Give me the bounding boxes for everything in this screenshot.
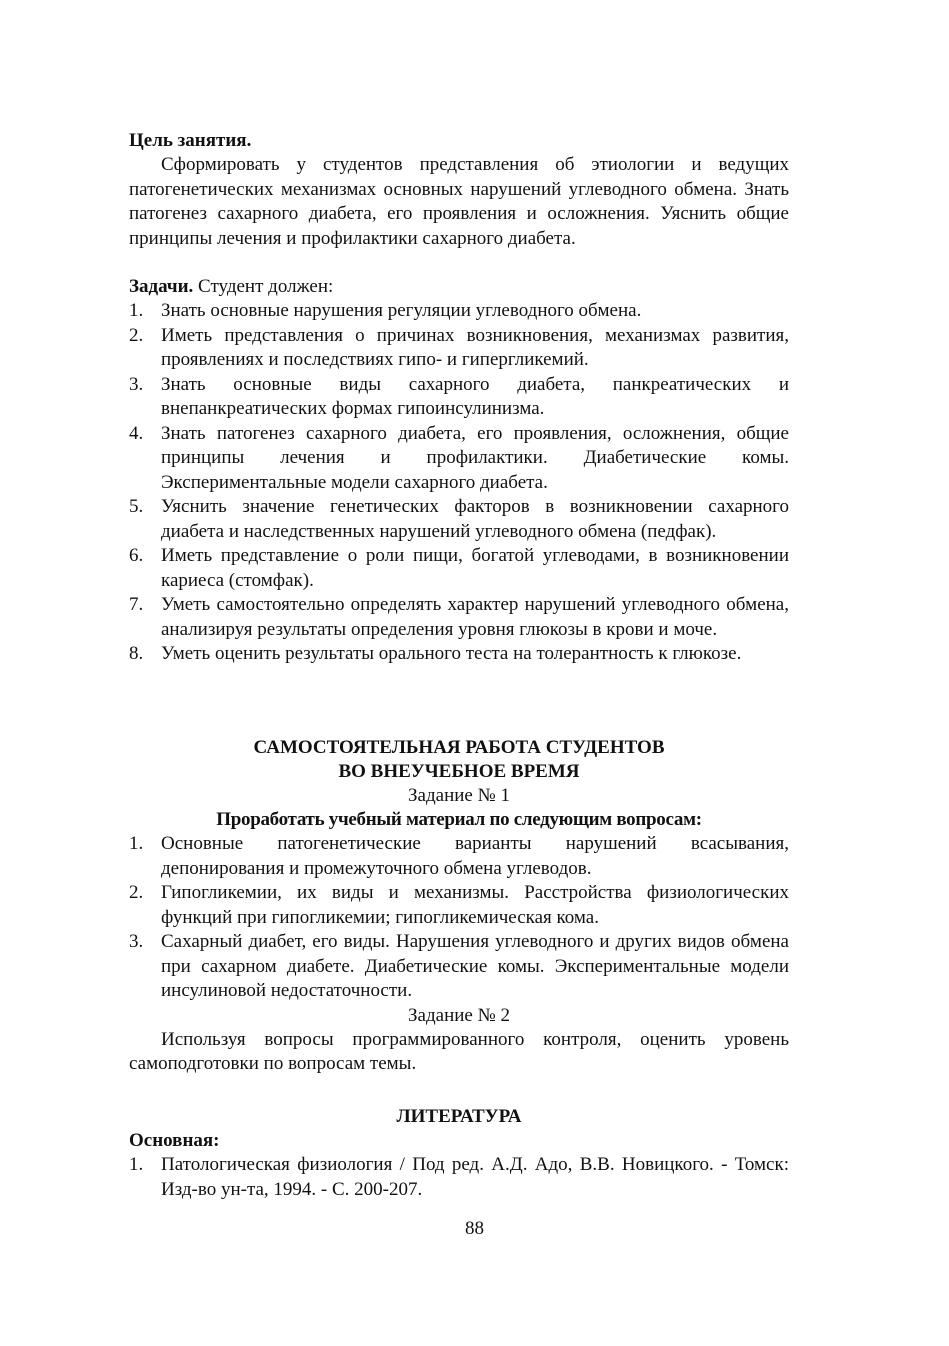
selfwork-title-line1: САМОСТОЯТЕЛЬНАЯ РАБОТА СТУДЕНТОВ bbox=[253, 737, 665, 758]
question-item-number: 2. bbox=[129, 882, 144, 903]
task-item-number: 5. bbox=[129, 496, 144, 517]
task1-list bbox=[129, 832, 789, 1004]
task-item bbox=[129, 422, 789, 496]
literature-main-heading: Основная: bbox=[129, 1130, 220, 1151]
task1-heading: Проработать учебный материал по следующим вопросам: bbox=[216, 809, 702, 830]
task-item-number: 3. bbox=[129, 373, 144, 395]
question-item-text: Гипогликемии, их виды и механизмы. Расстройства физиологических функций при гипогликемии; гипогликемическая кома. bbox=[161, 882, 789, 928]
task-item-text: Знать основные нарушения регуляции углеводного обмена. bbox=[161, 300, 642, 321]
question-item-number: 1. bbox=[129, 833, 144, 854]
question-item-text: Основные патогенетические варианты нарушений всасывания, депонирования и промежуточного обмена углеводов. bbox=[161, 833, 789, 879]
task-item bbox=[129, 593, 789, 642]
goal-heading: Цель занятия. bbox=[129, 130, 252, 151]
goal-section bbox=[129, 129, 789, 251]
question-item bbox=[129, 881, 789, 930]
selfwork-section bbox=[129, 736, 789, 1077]
task1-label: Задание № 1 bbox=[408, 785, 510, 806]
task-item-number: 1. bbox=[129, 300, 144, 321]
goal-text: Сформировать у студентов представления об этиологии и ведущих патогенетических механизмах основных нарушений углеводного обмена. Знать патогенез сахарного диабета, его проявления и осложнения. Уяснить общие принципы лечения и профилактики сахарного диабета. bbox=[129, 154, 789, 249]
task-item-number: 8. bbox=[129, 643, 144, 664]
task-item-text: Уяснить значение генетических факторов в возникновении сахарного диабета и наследственных нарушений углеводного обмена (педфак). bbox=[161, 496, 789, 542]
tasks-list bbox=[129, 299, 789, 667]
question-item bbox=[129, 832, 789, 881]
question-item-text: Сахарный диабет, его виды. Нарушения углеводного и других видов обмена при сахарном диабете. Диабетические комы. Экспериментальные модели инсулиновой недостаточности. bbox=[161, 931, 789, 1001]
tasks-heading: Задачи. bbox=[129, 276, 194, 297]
selfwork-title-line2: ВО ВНЕУЧЕБНОЕ ВРЕМЯ bbox=[338, 761, 580, 782]
literature-list bbox=[129, 1153, 789, 1202]
task-item bbox=[129, 495, 789, 544]
task2-text: Используя вопросы программированного контроля, оценить уровень самоподготовки по вопросам темы. bbox=[129, 1028, 789, 1074]
task2-label: Задание № 2 bbox=[408, 1004, 510, 1026]
task-item-text: Иметь представление о роли пищи, богатой углеводами, в возникновении кариеса (стомфак). bbox=[161, 545, 789, 591]
page-number: 88 bbox=[465, 1218, 484, 1239]
question-item-number: 3. bbox=[129, 931, 144, 952]
literature-item bbox=[129, 1153, 789, 1202]
question-item bbox=[129, 930, 789, 1004]
tasks-section bbox=[129, 275, 789, 667]
literature-item-number: 1. bbox=[129, 1154, 144, 1175]
task-item bbox=[129, 544, 789, 593]
task-item-text: Знать основные виды сахарного диабета, панкреатических и внепанкреатических формах гипоинсулинизма. bbox=[161, 373, 789, 419]
task-item bbox=[129, 373, 789, 422]
literature-item-text: Патологическая физиология / Под ред. А.Д. Адо, В.В. Новицкого. - Томск: Изд-во ун-та, 1994. - С. 200-207. bbox=[161, 1154, 789, 1200]
task-item bbox=[129, 324, 789, 373]
task-item-text: Уметь самостоятельно определять характер нарушений углеводного обмена, анализируя результаты определения уровня глюкозы в крови и моче. bbox=[161, 594, 789, 640]
tasks-intro: Студент должен: bbox=[198, 276, 334, 297]
task-item-text: Иметь представления о причинах возникновения, механизмах развития, проявлениях и последствиях гипо- и гипергликемий. bbox=[161, 324, 789, 370]
task-item bbox=[129, 642, 789, 667]
literature-title: ЛИТЕРАТУРА bbox=[396, 1106, 522, 1127]
task-item-text: Уметь оценить результаты орального теста на толерантность к глюкозе. bbox=[161, 643, 742, 664]
tasks-heading-line bbox=[129, 275, 789, 299]
task-item-number: 7. bbox=[129, 594, 144, 615]
task-item-text: Знать патогенез сахарного диабета, его проявления, осложнения, общие принципы лечения и профилактики. Диабетические комы. Экспериментальные модели сахарного диабета. bbox=[161, 422, 789, 493]
literature-section bbox=[129, 1105, 789, 1202]
task-item bbox=[129, 299, 789, 324]
task-item-number: 2. bbox=[129, 324, 144, 346]
task-item-number: 4. bbox=[129, 422, 144, 444]
task-item-number: 6. bbox=[129, 545, 144, 566]
